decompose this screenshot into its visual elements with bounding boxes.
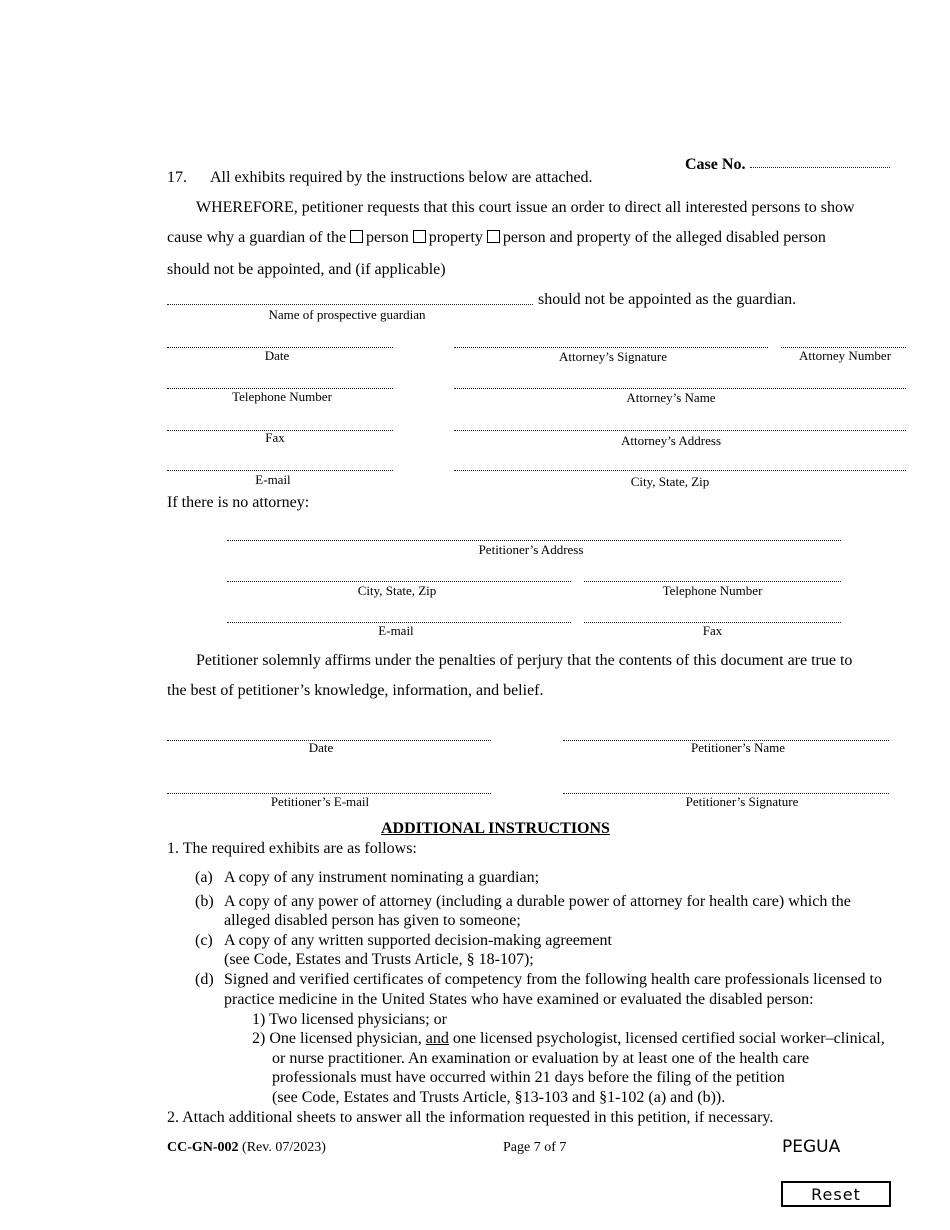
item-c-label: (c) (195, 932, 213, 949)
item-d-text1: Signed and verified certificates of competency from the following health care professionals licensed to (224, 971, 882, 988)
item-d2-pre: 2) One licensed physician, (252, 1030, 422, 1047)
petitioner-signature-caption: Petitioner’s Signature (685, 794, 799, 809)
attorney-email-field[interactable] (167, 470, 393, 471)
affirm-line1: Petitioner solemnly affirms under the penalties of perjury that the contents of this document are true to (196, 652, 853, 669)
item-b-text2: alleged disabled person has given to someone; (224, 912, 521, 929)
attorney-city-field[interactable] (454, 470, 906, 471)
wherefore-line2 (167, 229, 826, 247)
wherefore-line2-pre: cause why a guardian of the (167, 229, 347, 246)
case-no-label: Case No. (685, 156, 746, 173)
attorney-fax-caption: Fax (265, 430, 285, 445)
attorney-telephone-caption: Telephone Number (232, 389, 332, 404)
affirm-line2: the best of petitioner’s knowledge, information, and belief. (167, 682, 544, 699)
petitioner-address-caption: Petitioner’s Address (478, 542, 584, 557)
instructions-intro: 1. The required exhibits are as follows: (167, 840, 417, 857)
item-b-label: (b) (195, 893, 214, 910)
petitioner-email-sig-caption: Petitioner’s E-mail (270, 794, 370, 809)
attorney-city-caption: City, State, Zip (630, 474, 710, 489)
guardian-caption: Name of prospective guardian (268, 307, 426, 322)
form-code: CC-GN-002 (167, 1140, 239, 1155)
item-b-text1: A copy of any power of attorney (including a durable power of attorney for health care) which the (224, 893, 851, 910)
item-d2-line3: professionals must have occurred within 21 days before the filing of the petition (272, 1069, 785, 1086)
no-attorney-heading: If there is no attorney: (167, 494, 310, 511)
attorney-email-caption: E-mail (255, 472, 291, 487)
item-d2-line2: or nurse practitioner. An examination or evaluation by at least one of the health care (272, 1050, 810, 1067)
guardian-name-field[interactable] (167, 304, 533, 305)
item-d-text2: practice medicine in the United States who have examined or evaluated the disabled person: (224, 991, 814, 1008)
property-checkbox[interactable] (413, 230, 426, 243)
petitioner-city-field[interactable] (227, 581, 571, 582)
item-d-label: (d) (195, 971, 214, 988)
person-and-property-checkbox[interactable] (487, 230, 500, 243)
petitioner-email-caption: E-mail (378, 623, 414, 638)
item-c-text2: (see Code, Estates and Trusts Article, § 18-107); (224, 951, 534, 968)
person-checkbox[interactable] (350, 230, 363, 243)
attorney-signature-caption: Attorney’s Signature (559, 349, 667, 364)
wherefore-line3: should not be appointed, and (if applicable) (167, 261, 446, 278)
item-d2-line4: (see Code, Estates and Trusts Article, §13-103 and §1-102 (a) and (b)). (272, 1089, 726, 1106)
form-footer (167, 1140, 326, 1156)
petitioner-fax-caption: Fax (702, 623, 723, 638)
form-stamp: PEGUA (782, 1137, 841, 1157)
item-a-text: A copy of any instrument nominating a guardian; (224, 869, 540, 886)
guardian-suffix: should not be appointed as the guardian. (538, 291, 797, 308)
item17-number: 17. (167, 169, 187, 186)
item-d2-line1 (252, 1030, 885, 1048)
attorney-address-field[interactable] (454, 430, 906, 431)
attorney-name-caption: Attorney’s Name (626, 390, 716, 405)
item-d1: 1) Two licensed physicians; or (252, 1011, 447, 1028)
attorney-address-caption: Attorney’s Address (620, 433, 722, 448)
attorney-number-caption: Attorney Number (798, 348, 892, 363)
form-revision: (Rev. 07/2023) (242, 1140, 326, 1155)
item-d2-and: and (425, 1030, 449, 1047)
opt-property-label: property (428, 229, 483, 246)
petitioner-telephone-caption: Telephone Number (662, 583, 763, 598)
opt-person-label: person (366, 229, 409, 246)
instructions-title: ADDITIONAL INSTRUCTIONS (381, 820, 610, 837)
item-c-text1: A copy of any written supported decision-making agreement (224, 932, 612, 949)
petitioner-date-caption: Date (308, 740, 334, 755)
reset-button[interactable]: Reset (781, 1181, 891, 1207)
item17-text: All exhibits required by the instructions below are attached. (210, 169, 593, 186)
attorney-signature-field[interactable] (454, 347, 768, 348)
instructions-item2: 2. Attach additional sheets to answer all the information requested in this petition, if necessary. (167, 1109, 774, 1126)
attorney-name-field[interactable] (454, 388, 906, 389)
page-number: Page 7 of 7 (503, 1140, 567, 1155)
case-no-field[interactable] (750, 167, 890, 168)
attorney-date-caption: Date (264, 348, 290, 363)
item-a-label: (a) (195, 869, 213, 886)
petitioner-telephone-field[interactable] (584, 581, 841, 582)
wherefore-line1: WHEREFORE, petitioner requests that this court issue an order to direct all interested persons to show (196, 199, 855, 216)
opt-both-label: person and property of the alleged disabled person (502, 229, 826, 246)
petitioner-name-caption: Petitioner’s Name (691, 740, 785, 755)
petitioner-city-caption: City, State, Zip (357, 583, 437, 598)
petitioner-address-field[interactable] (227, 540, 841, 541)
item-d2-post: one licensed psychologist, licensed certified social worker–clinical, (452, 1030, 885, 1047)
